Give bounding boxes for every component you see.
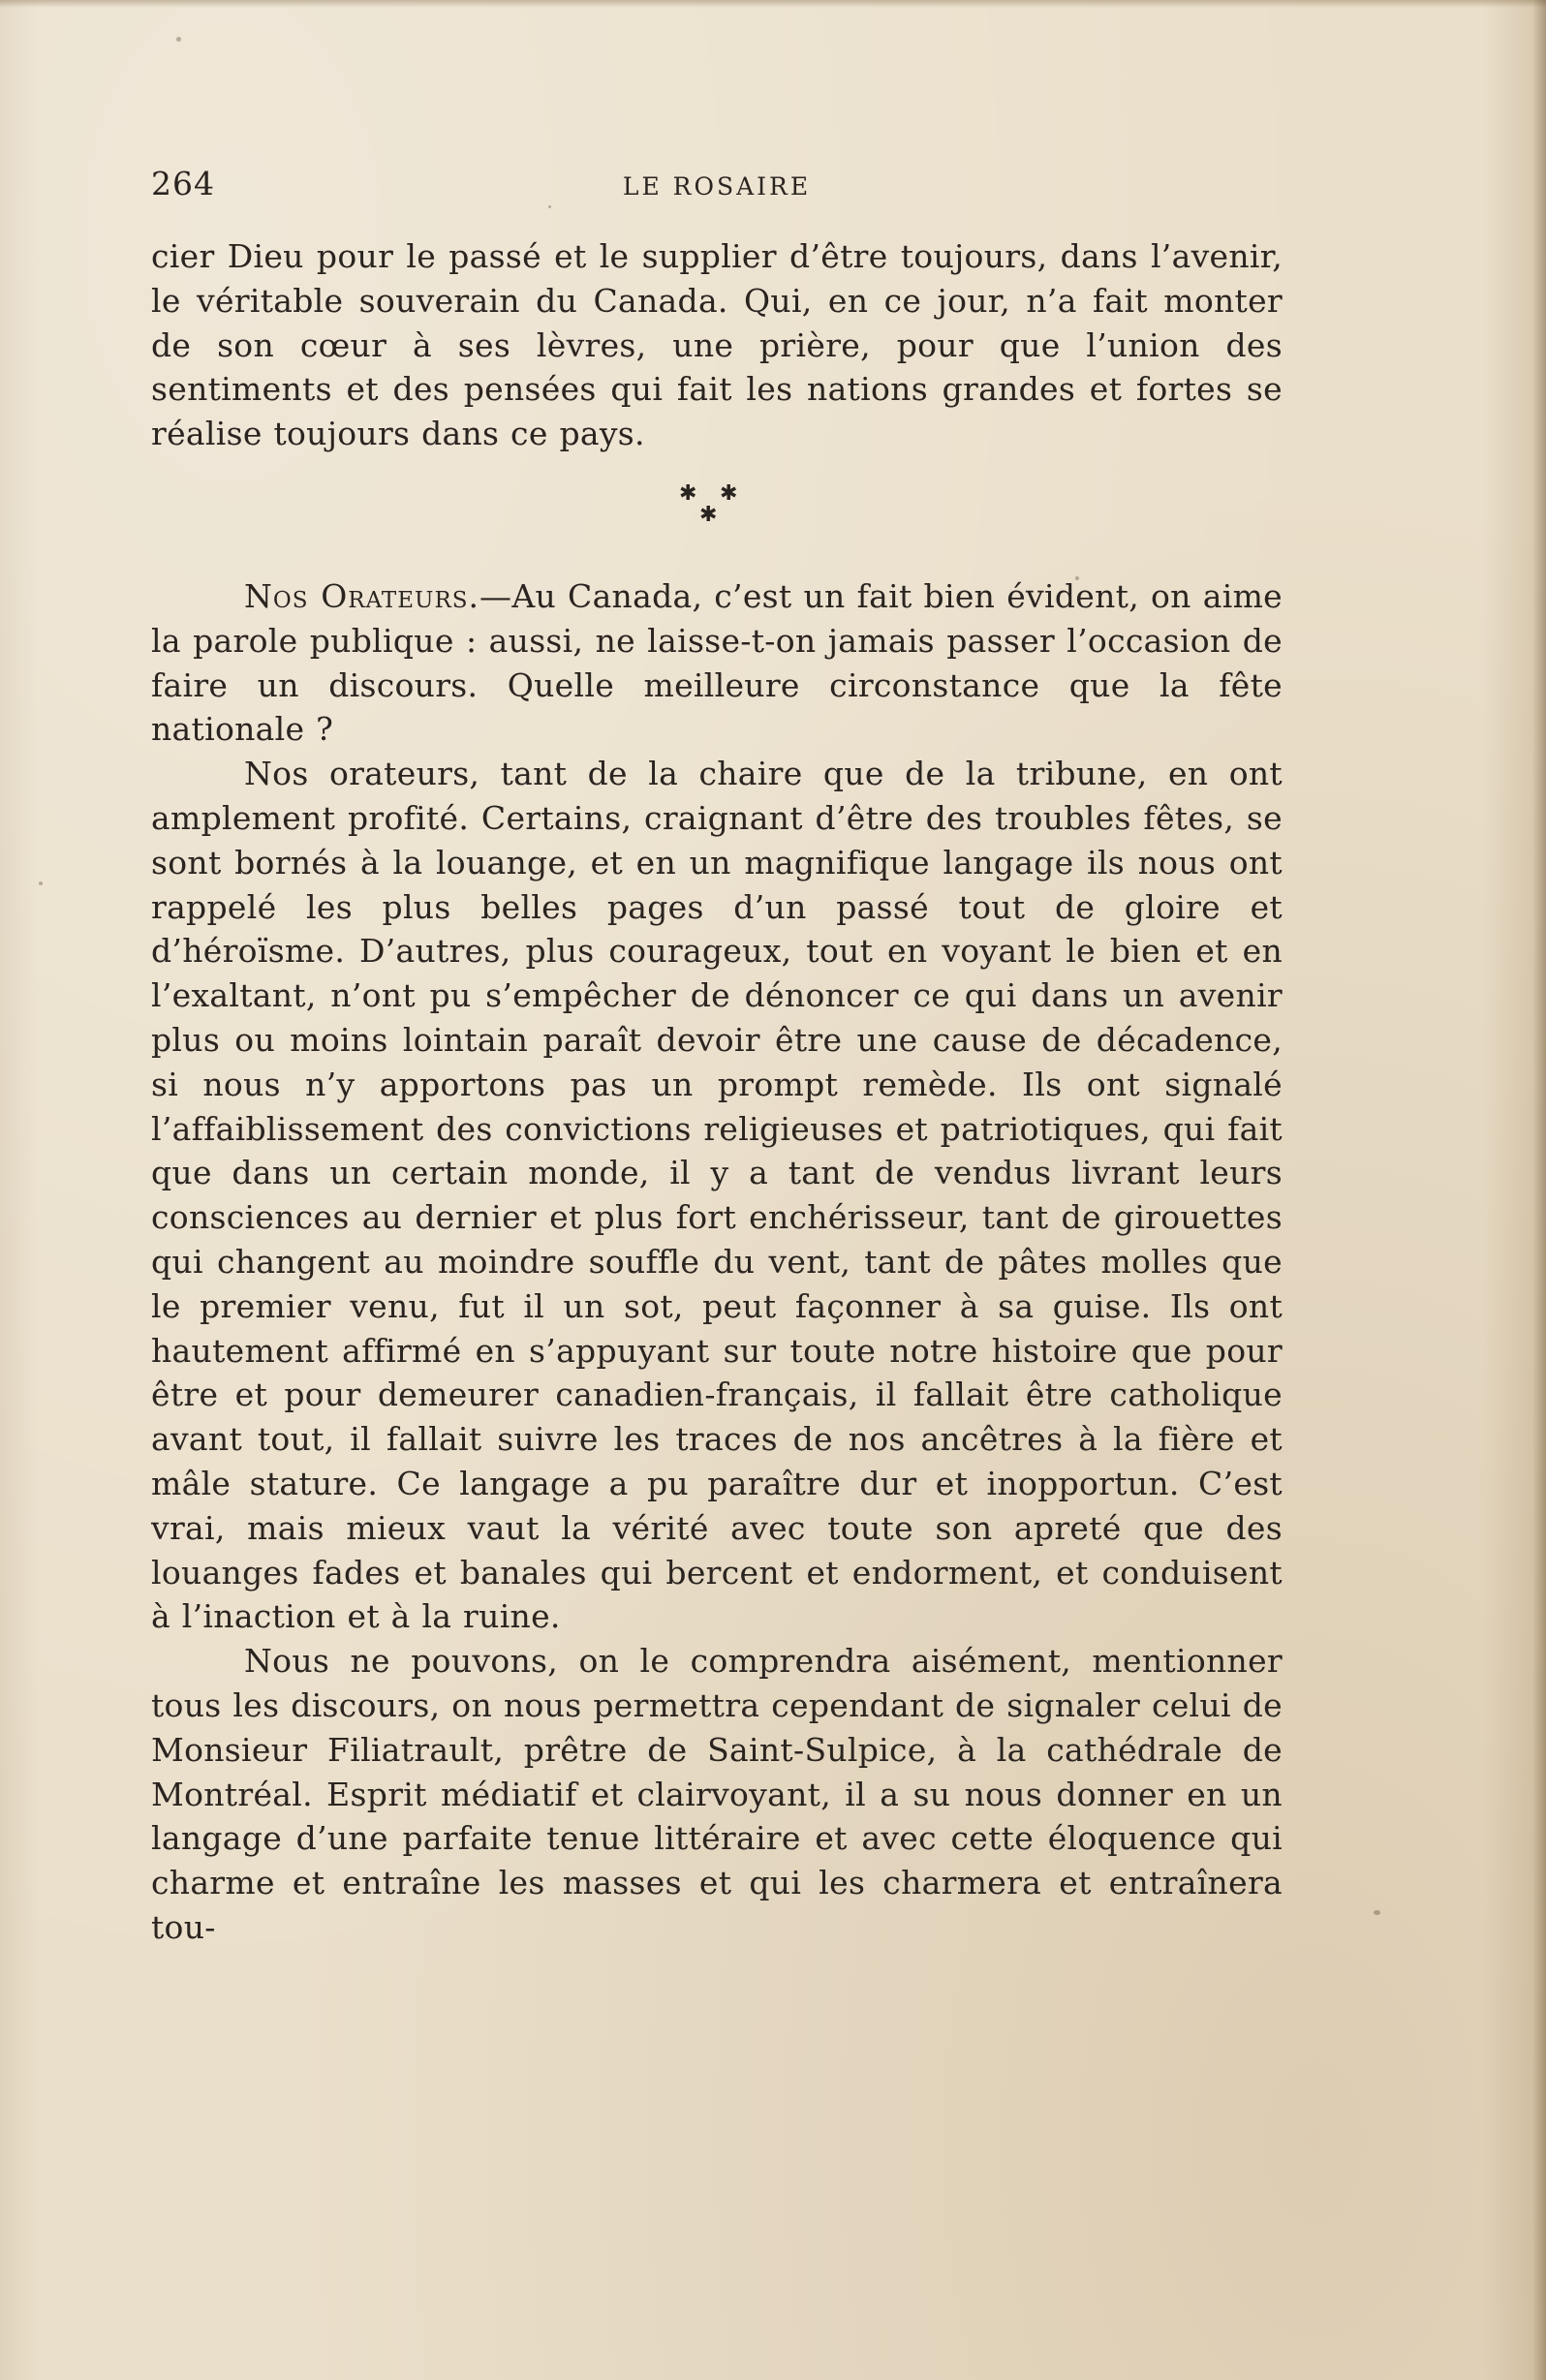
page-top-shadow	[0, 0, 1546, 8]
page-edge-shadow	[1532, 0, 1546, 2380]
paper-speck	[39, 881, 43, 885]
paper-speck	[1374, 1910, 1380, 1915]
asterisk-icon: ✱	[699, 502, 718, 527]
page-number: 264	[151, 165, 215, 202]
section-paragraph-text: —Au Canada, c’est un fait bien évident, on aime la parole publique : aussi, ne laisse-t-on jamais passer l’occasion de faire un discours. Quelle meilleure circonstance que la fête nationale ?	[151, 576, 1283, 749]
section-heading: Nos Orateurs.	[244, 576, 480, 615]
paragraph-continued: cier Dieu pour le passé et le supplier d’être toujours, dans l’avenir, le véritable souverain du Canada. Qui, en ce jour, n’a fait monter de son cœur à ses lèvres, une prière, pour que l’union des sentiments et des pensées qui fait les nations grandes et fortes se réalise toujours dans ce pays.	[151, 237, 1283, 453]
page-header	[151, 165, 1283, 213]
page-body	[151, 234, 1283, 1950]
paper-speck	[176, 37, 181, 42]
section-separator	[151, 478, 1283, 559]
paragraph-orators: Nos orateurs, tant de la chaire que de la tribune, en ont amplement profité. Certains, craignant d’être des troubles fêtes, se sont bornés à la louange, et en un magnifique langage ils nous ont rappelé les plus belles pages d’un passé tout de gloire et d’héroïsme. D’autres, plus courageux, tout en voyant le bien et en l’exaltant, n’ont pu s’empêcher de dénoncer ce qui dans un avenir plus ou moins lointain paraît devoir être une cause de décadence, si nous n’y apportons pas un prompt remède. Ils ont signalé l’affaiblissement des convictions religieuses et patriotiques, qui fait que dans un certain monde, il y a tant de vendus livrant leurs consciences au dernier et plus fort enchérisseur, tant de girouettes qui changent au moindre souffle du vent, tant de pâtes molles que le premier venu, fut il un sot, peut façonner à sa guise. Ils ont hautement affirmé en s’appuyant sur toute notre histoire que pour être et pour demeurer canadien-français, il fallait être catholique avant tout, il fallait suivre les traces de nos ancêtres à la fière et mâle stature. Ce langage a pu paraître dur et inopportun. C’est vrai, mais mieux vaut la vérité avec toute son apreté que des louanges fades et banales qui bercent et endorment, et conduisent à l’inaction et à la ruine.	[151, 755, 1283, 1636]
section-paragraph	[151, 574, 1283, 752]
paragraph-discourses: Nous ne pouvons, on le comprendra aisément, mentionner tous les discours, on nous permettra cependant de signaler celui de Monsieur Filiatrault, prêtre de Saint-Sulpice, à la cathédrale de Montréal. Esprit médiatif et clairvoyant, il a su nous donner en un langage d’une parfaite tenue littéraire et avec cette éloquence qui charme et entraîne les masses et qui les charmera et entraînera tou-	[151, 1642, 1283, 1946]
asterisk-icon: ✱	[720, 480, 738, 506]
running-title: LE ROSAIRE	[622, 172, 812, 201]
asterisk-icon: ✱	[679, 480, 697, 506]
